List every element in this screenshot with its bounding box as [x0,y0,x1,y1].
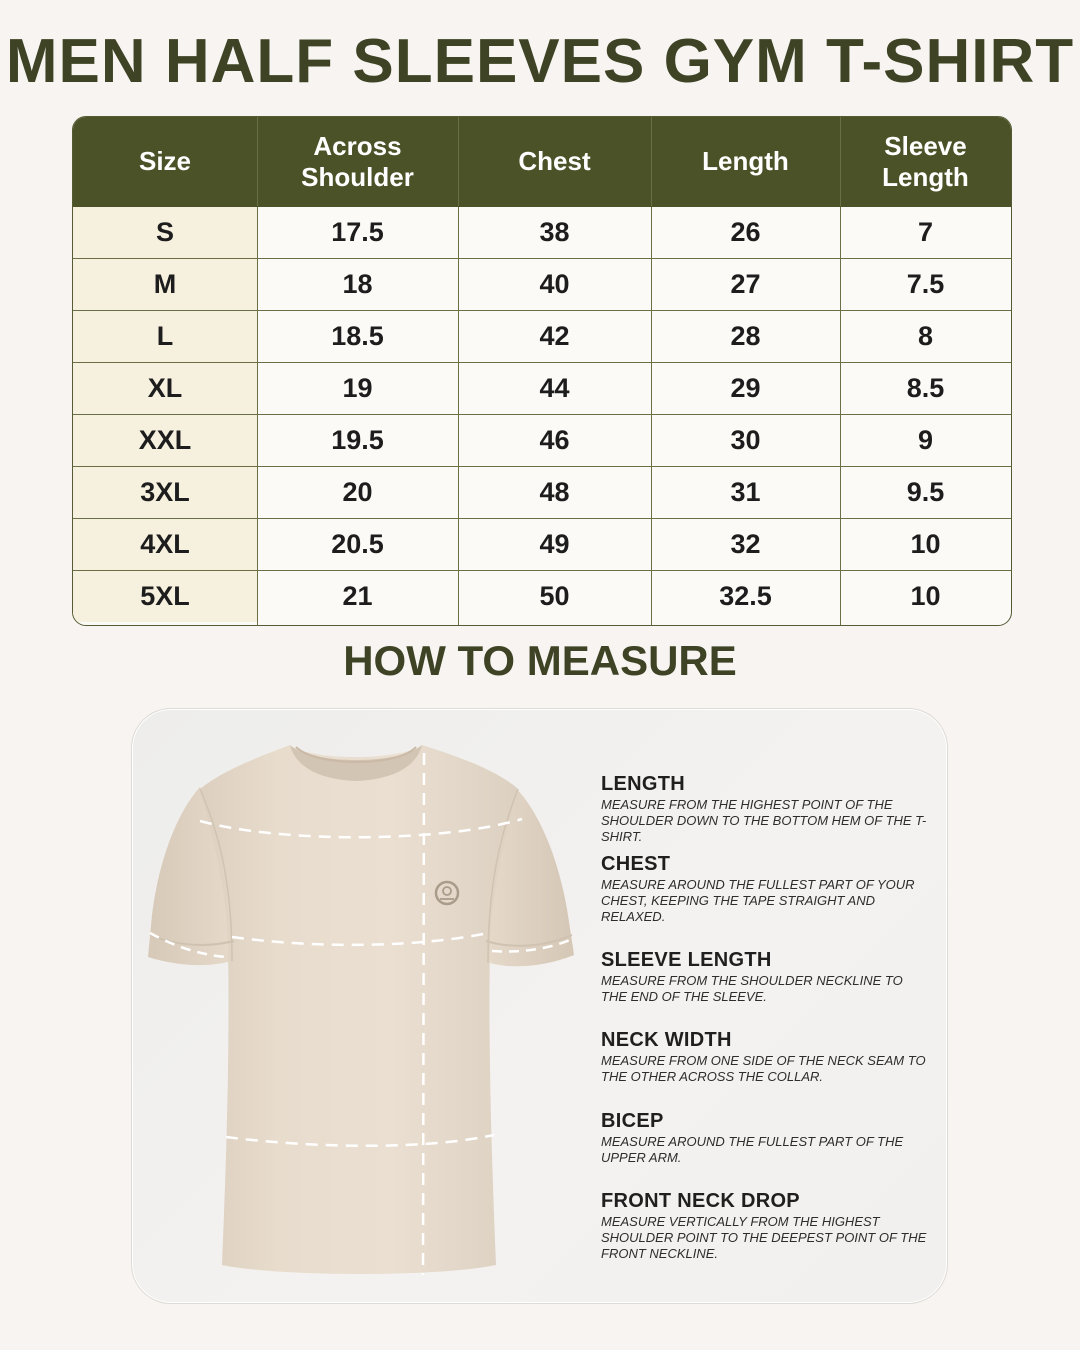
guide-heading: NECK WIDTH [601,1029,732,1051]
cell-sleeve-length: 9 [917,424,934,455]
row-divider [73,466,1011,467]
cell-across-shoulder: 20 [342,476,373,507]
cell-size: XL [73,362,257,414]
guide-description: MEASURE FROM ONE SIDE OF THE NECK SEAM TO THE OTHER ACROSS THE COLLAR. [601,1053,926,1084]
cell-chest: 49 [539,528,570,559]
cell-length: 29 [730,372,761,403]
cell-chest: 42 [539,320,570,351]
cell-across-shoulder: 19 [342,372,373,403]
tshirt-illustration [140,735,580,1280]
cell-size: M [73,258,257,310]
table-row [73,362,1011,414]
shirt-body [200,745,518,1274]
cell-sleeve-length: 7.5 [906,268,945,299]
cell-length: 26 [730,216,761,247]
cell-size: 5XL [73,570,257,622]
cell-size: S [73,206,257,258]
cell-size: 4XL [73,518,257,570]
guide-description: MEASURE AROUND THE FULLEST PART OF THE UPPER ARM. [601,1134,904,1165]
table-row [73,518,1011,570]
header-divider [73,206,1011,207]
cell-length: 27 [730,268,761,299]
cell-sleeve-length: 8.5 [906,372,945,403]
cell-sleeve-length: 8 [917,320,934,351]
cell-size: XXL [73,414,257,466]
table-row [73,466,1011,518]
cell-chest: 40 [539,268,570,299]
cell-sleeve-length: 10 [910,528,941,559]
guide-heading: BICEP [601,1110,664,1132]
column-divider [458,117,459,625]
cell-across-shoulder: 18 [342,268,373,299]
cell-across-shoulder: 20.5 [331,528,384,559]
cell-chest: 50 [539,580,570,611]
column-divider [257,117,258,625]
header-sleeve-length: Sleeve Length [882,130,969,192]
row-divider [73,414,1011,415]
row-divider [73,362,1011,363]
guide-item-bicep [601,1109,931,1166]
table-row [73,414,1011,466]
how-to-measure-title: HOW TO MEASURE [343,637,737,684]
guide-item-sleeve-length [601,948,931,1005]
row-divider [73,258,1011,259]
cell-length: 32.5 [719,580,772,611]
cell-length: 30 [730,424,761,455]
cell-size: L [73,310,257,362]
table-row [73,570,1011,622]
guide-item-neck-width [601,1028,931,1085]
row-divider [73,570,1011,571]
cell-chest: 38 [539,216,570,247]
header-across-shoulder: Across Shoulder [301,130,414,192]
guide-description: MEASURE VERTICALLY FROM THE HIGHEST SHOULDER POINT TO THE DEEPEST POINT OF THE FRONT NECKLINE. [601,1214,927,1261]
page-title: MEN HALF SLEEVES GYM T-SHIRT [5,27,1075,96]
table-row [73,310,1011,362]
column-divider [840,117,841,625]
row-divider [73,310,1011,311]
table-row [73,206,1011,258]
cell-sleeve-length: 10 [910,580,941,611]
cell-size: 3XL [73,466,257,518]
header-size: Size [138,146,192,176]
size-chart-table [72,116,1012,626]
guide-item-front-neck-drop [601,1189,931,1262]
cell-across-shoulder: 21 [342,580,373,611]
cell-across-shoulder: 19.5 [331,424,384,455]
guide-description: MEASURE FROM THE HIGHEST POINT OF THE SHOULDER DOWN TO THE BOTTOM HEM OF THE T-SHIRT. [601,797,927,844]
cell-chest: 48 [539,476,570,507]
cell-length: 28 [730,320,761,351]
header-length: Length [702,146,789,176]
guide-item-chest [601,852,931,925]
cell-sleeve-length: 7 [917,216,934,247]
guide-heading: FRONT NECK DROP [601,1190,800,1212]
table-row [73,258,1011,310]
cell-across-shoulder: 18.5 [331,320,384,351]
cell-sleeve-length: 9.5 [906,476,945,507]
cell-across-shoulder: 17.5 [331,216,384,247]
guide-heading: LENGTH [601,773,686,795]
guide-heading: CHEST [601,853,671,875]
column-divider [651,117,652,625]
cell-chest: 46 [539,424,570,455]
guide-description: MEASURE FROM THE SHOULDER NECKLINE TO THE END OF THE SLEEVE. [601,973,903,1004]
guide-item-length [601,772,931,845]
guide-description: MEASURE AROUND THE FULLEST PART OF YOUR CHEST, KEEPING THE TAPE STRAIGHT AND RELAXED. [601,877,915,924]
row-divider [73,518,1011,519]
cell-length: 31 [730,476,761,507]
cell-chest: 44 [539,372,570,403]
guide-heading: SLEEVE LENGTH [601,949,772,971]
header-chest: Chest [518,146,591,176]
cell-length: 32 [730,528,761,559]
